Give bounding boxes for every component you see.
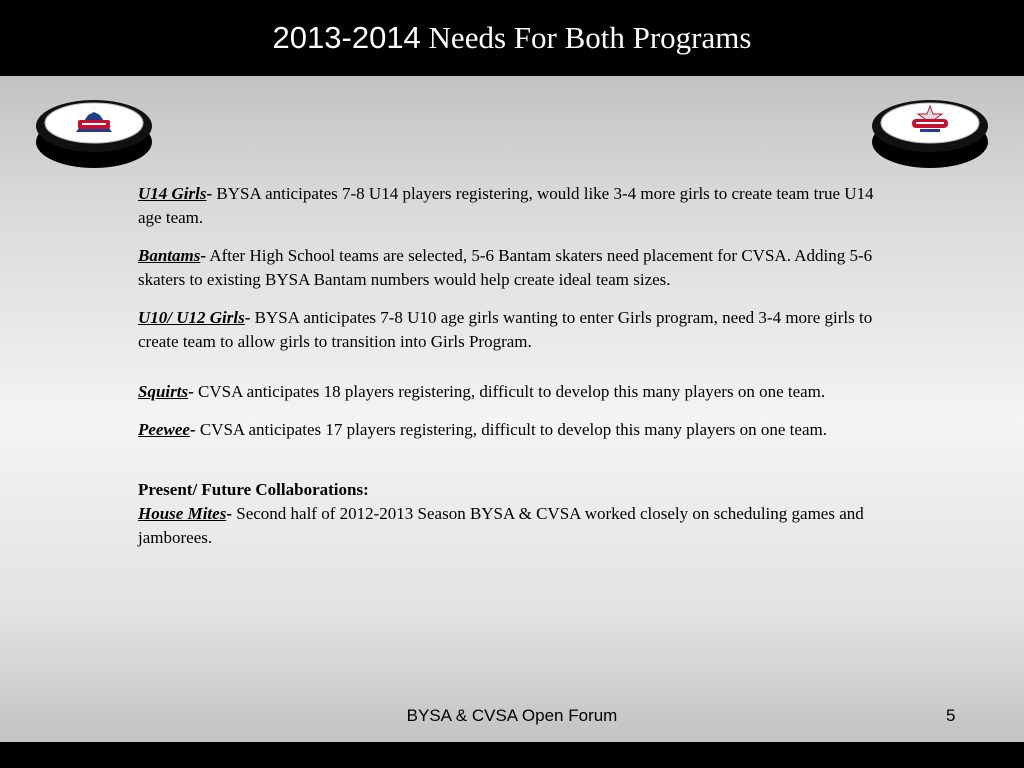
item-label: U14 Girls	[138, 184, 207, 203]
item-dash: -	[200, 246, 207, 265]
item-dash: -	[226, 504, 232, 523]
item-bantams	[138, 244, 898, 292]
footer-text: BYSA & CVSA Open Forum	[406, 706, 618, 725]
capitals-logo-puck-icon	[870, 96, 990, 172]
item-dash: -	[188, 382, 194, 401]
item-dash: -	[206, 184, 213, 203]
item-u10-u12-girls	[138, 306, 898, 354]
item-text: CVSA anticipates 17 players registering, difficult to develop this many players on one team.	[195, 420, 827, 439]
title-text: Needs For Both Programs	[428, 20, 752, 55]
item-label: Bantams	[138, 246, 201, 265]
title-year: 2013-2014	[272, 20, 421, 55]
title-bar	[0, 0, 1024, 76]
page-number: 5	[946, 706, 956, 725]
bottom-bar	[0, 742, 1024, 768]
item-dash: -	[189, 420, 196, 439]
item-label: Peewee	[138, 420, 190, 439]
item-label: Squirts	[138, 382, 189, 401]
item-text: CVSA anticipates 18 players registering, difficult to develop this many players on one team.	[193, 382, 826, 401]
item-squirts	[138, 380, 898, 404]
item-text: After High School teams are selected, 5-6 Bantam skaters need placement for CVSA. Adding 5-6 skaters to existing BYSA Bantam numbers would help create ideal team sizes.	[138, 246, 873, 289]
item-text: BYSA anticipates 7-8 U14 players registering, would like 3-4 more girls to create team true U14 age team.	[138, 184, 874, 227]
item-text: Second half of 2012-2013 Season BYSA & CVSA worked closely on scheduling games and jamborees.	[138, 504, 864, 547]
item-label: U10/ U12 Girls	[138, 308, 245, 327]
item-text: BYSA anticipates 7-8 U10 age girls wanting to enter Girls program, need 3-4 more girls to create team to allow girls to transition into Girls Program.	[138, 308, 873, 351]
item-peewee	[138, 418, 898, 442]
slide-body	[138, 182, 898, 550]
collaborations-heading: Present/ Future Collaborations:	[138, 480, 369, 499]
item-house-mites	[138, 502, 898, 550]
item-u14-girls	[138, 182, 898, 230]
rangers-logo-puck-icon	[34, 96, 154, 172]
item-dash: -	[244, 308, 251, 327]
slide-title	[273, 20, 752, 56]
item-label: House Mites	[138, 504, 227, 523]
